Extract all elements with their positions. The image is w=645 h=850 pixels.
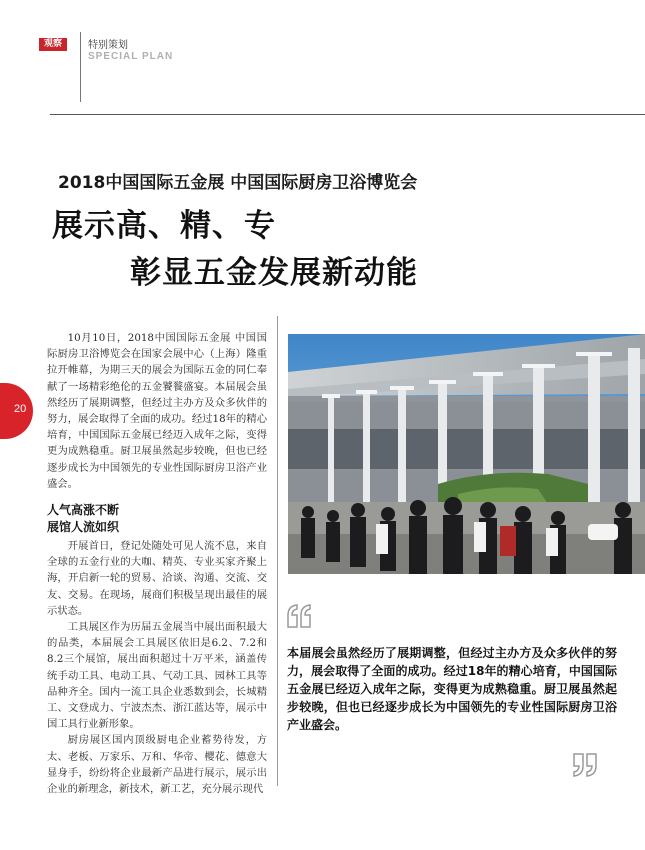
top-divider [50, 114, 645, 115]
exhibition-hall-photo [288, 334, 645, 574]
section-tag: 观察 [39, 38, 67, 51]
header-divider [80, 32, 81, 102]
section-title: 特别策划 [88, 40, 128, 51]
pull-quote: 本届展会虽然经历了展期调整，但经过主办方及众多伙伴的努力，展会取得了全面的成功。经过18年的精心培育，中国国际五金展已经迈入成年之际，变得更为成熟稳重。厨卫展虽然起步较晚，但也已经逐步成长为中国领先的专业性国际厨房卫浴产业盛会。 [287, 646, 617, 732]
column-divider [277, 316, 278, 786]
body-paragraphs [47, 538, 267, 797]
article-title-line1: 展示高、精、专 [52, 208, 276, 244]
article-title-line2: 彰显五金发展新动能 [130, 255, 418, 291]
article-subtitle: 2018中国国际五金展 中国国际厨房卫浴博览会 [58, 173, 418, 193]
close-quote-icon [572, 752, 598, 782]
intro-paragraph-block [47, 330, 267, 492]
body-paragraph: 开展首日，登记处随处可见人流不息，来自全球的五金行业的大咖、精英、专业买家齐聚上海，开启新一轮的贸易、洽谈、沟通、交流、交友、交易。在现场，展商们积极呈现出最佳的展示状态。 [47, 540, 267, 617]
section-heading [47, 502, 119, 536]
intro-paragraph: 10月10日，2018中国国际五金展 中国国际厨房卫浴博览会在国家会展中心（上海）隆重拉开帷幕，为期三天的展会为国际五金的同仁奉献了一场精彩绝伦的五金饕餮盛宴。本届展会虽然经历了展期调整，但经过主办方及众多伙伴的努力，展会取得了全面的成功。经过18年的精心培育，中国国际五金展已经迈入成年之际，变得更为成熟稳重。厨卫展虽然起步较晚，但也已经逐步成长为中国领先的专业性国际厨房卫浴产业盛会。 [47, 332, 267, 490]
page-number: 20 [14, 403, 27, 415]
body-paragraph: 工具展区作为历届五金展当中展出面积最大的品类，本届展会工具展区依旧是6.2、7.2和8.2三个展馆，展出面积超过十万平米，涵盖传统手动工具、电动工具、气动工具、园林工具等品种齐全。国内一流工具企业悉数到会，长城精工、文登成力、宁波杰杰、浙江蓝达等，展示中国工具行业新形象。 [47, 621, 267, 731]
body-paragraph: 厨房展区国内顶级厨电企业蓄势待发，方太、老板、万家乐、万和、华帝、樱花、德意大显身手，纷纷将企业最新产品进行展示，展示出企业的新理念，新技术，新工艺，充分展示现代 [47, 734, 267, 796]
section-title-en: SPECIAL PLAN [88, 51, 174, 62]
section-heading-line1: 人气高涨不断 [47, 503, 120, 517]
open-quote-icon [286, 603, 312, 633]
section-heading-line2: 展馆人流如织 [47, 520, 120, 534]
page-number-tab [0, 383, 33, 439]
